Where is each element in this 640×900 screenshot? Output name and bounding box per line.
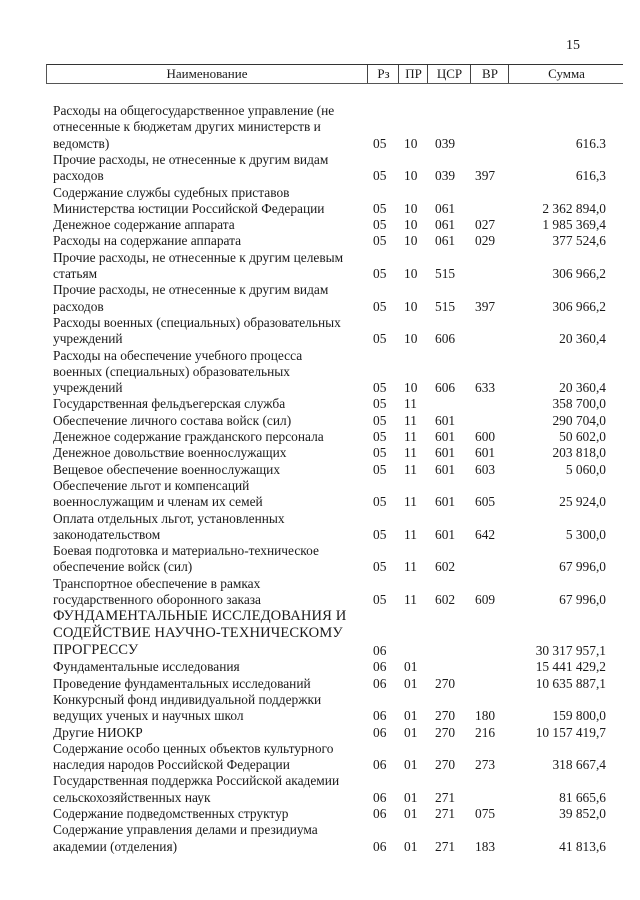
row-name-line: Прочие расходы, не отнесенные к другим видам bbox=[53, 151, 329, 167]
table-row bbox=[0, 233, 640, 249]
row-vr: 075 bbox=[475, 806, 496, 821]
table-row bbox=[0, 576, 640, 609]
row-rz: 05 bbox=[373, 396, 387, 412]
row-rz: 06 bbox=[373, 708, 387, 724]
row-name bbox=[53, 233, 373, 249]
row-sum: 2 362 894,0 bbox=[542, 200, 606, 216]
row-name bbox=[53, 659, 373, 675]
row-name-line: военнослужащим и членам их семей bbox=[53, 494, 263, 510]
row-name-line: Конкурсный фонд индивидуальной поддержки bbox=[53, 691, 322, 707]
row-name bbox=[53, 396, 373, 412]
row-rz: 05 bbox=[373, 331, 387, 347]
row-pr: 10 bbox=[404, 265, 418, 281]
row-name-line: Обеспечение льгот и компенсаций bbox=[53, 477, 250, 493]
row-rz: 06 bbox=[373, 659, 387, 675]
row-rz: 05 bbox=[373, 233, 387, 249]
row-pr: 01 bbox=[404, 838, 418, 854]
table-row bbox=[0, 608, 640, 659]
row-name-line: Боевая подготовка и материально-техническое bbox=[53, 543, 319, 559]
table-row bbox=[0, 315, 640, 348]
row-name-line: академии (отделения) bbox=[53, 838, 178, 854]
column-header-vr: ВР bbox=[470, 65, 509, 83]
row-rz: 05 bbox=[373, 412, 387, 428]
row-csr: 601 bbox=[435, 494, 456, 510]
row-sum: 15 441 429,2 bbox=[535, 659, 606, 675]
table-row bbox=[0, 478, 640, 511]
row-name-line: отнесенные к бюджетам других министерств и bbox=[53, 119, 321, 135]
row-name-line: Расходы на содержание аппарата bbox=[53, 233, 242, 249]
row-name-line: Оплата отдельных льгот, установленных bbox=[53, 510, 285, 526]
row-rz: 05 bbox=[373, 380, 387, 396]
row-name bbox=[53, 478, 373, 511]
row-name bbox=[53, 692, 373, 725]
row-vr: 601 bbox=[475, 445, 496, 461]
row-csr: 270 bbox=[435, 708, 456, 724]
row-pr: 10 bbox=[404, 168, 418, 184]
row-name bbox=[53, 282, 373, 315]
row-name-line: Вещевое обеспечение военнослужащих bbox=[53, 461, 281, 477]
page-number: 15 bbox=[566, 38, 580, 53]
table-row bbox=[0, 462, 640, 478]
row-rz: 06 bbox=[373, 806, 387, 821]
row-name-line: обеспечение войск (сил) bbox=[53, 559, 193, 575]
table-row bbox=[0, 413, 640, 429]
column-header-csr: ЦСР bbox=[427, 65, 471, 83]
row-name bbox=[53, 608, 373, 659]
row-name-line: учреждений bbox=[53, 380, 123, 396]
row-rz: 05 bbox=[373, 135, 387, 151]
row-name bbox=[53, 773, 373, 806]
row-csr: 271 bbox=[435, 838, 456, 854]
row-sum: 377 524,6 bbox=[552, 233, 606, 249]
row-name-line: наследия народов Российской Федерации bbox=[53, 757, 290, 773]
row-name bbox=[53, 250, 373, 283]
row-sum: 41 813,6 bbox=[559, 838, 606, 854]
row-rz: 05 bbox=[373, 461, 387, 477]
row-rz: 05 bbox=[373, 298, 387, 314]
row-name-line: ПРОГРЕССУ bbox=[53, 642, 139, 659]
row-name-line: Прочие расходы, не отнесенные к другим видам bbox=[53, 282, 329, 298]
row-name-line: Фундаментальные исследования bbox=[53, 659, 240, 675]
table-row bbox=[0, 396, 640, 412]
row-csr: 270 bbox=[435, 675, 456, 691]
row-sum: 5 060,0 bbox=[565, 461, 606, 477]
row-rz: 05 bbox=[373, 200, 387, 216]
row-sum: 616.3 bbox=[575, 135, 606, 151]
row-csr: 515 bbox=[435, 298, 456, 314]
row-name-line: Расходы на обеспечение учебного процесса bbox=[53, 347, 303, 363]
row-name-line: сельскохозяйственных наук bbox=[53, 789, 211, 805]
row-rz: 06 bbox=[373, 789, 387, 805]
row-pr: 10 bbox=[404, 135, 418, 151]
row-name-line: Прочие расходы, не отнесенные к другим целевым bbox=[53, 249, 344, 265]
row-rz: 05 bbox=[373, 559, 387, 575]
row-csr: 271 bbox=[435, 789, 456, 805]
row-name bbox=[53, 152, 373, 185]
table-row bbox=[0, 445, 640, 461]
row-pr: 01 bbox=[404, 675, 418, 691]
row-pr: 01 bbox=[404, 789, 418, 805]
row-sum: 159 800,0 bbox=[552, 708, 606, 724]
row-name bbox=[53, 413, 373, 429]
row-name bbox=[53, 462, 373, 478]
row-name bbox=[53, 741, 373, 774]
row-sum: 616,3 bbox=[575, 168, 606, 184]
row-name-line: Транспортное обеспечение в рамках bbox=[53, 575, 261, 591]
row-name bbox=[53, 217, 373, 233]
row-name-line: Проведение фундаментальных исследований bbox=[53, 675, 311, 691]
row-sum: 67 996,0 bbox=[559, 559, 606, 575]
row-sum: 5 300,0 bbox=[565, 526, 606, 542]
row-csr: 602 bbox=[435, 559, 456, 575]
row-pr: 01 bbox=[404, 708, 418, 724]
row-vr: 642 bbox=[475, 526, 496, 542]
row-pr: 11 bbox=[404, 591, 417, 607]
row-sum: 25 924,0 bbox=[559, 494, 606, 510]
row-rz: 06 bbox=[373, 643, 387, 658]
row-rz: 06 bbox=[373, 724, 387, 740]
row-pr: 10 bbox=[404, 331, 418, 347]
row-sum: 20 360,4 bbox=[559, 380, 606, 396]
row-csr: 515 bbox=[435, 265, 456, 281]
table-row bbox=[0, 692, 640, 725]
row-pr: 11 bbox=[404, 429, 417, 444]
row-name-line: Расходы военных (специальных) образовательных bbox=[53, 314, 341, 330]
row-name-line: расходов bbox=[53, 168, 104, 184]
row-pr: 10 bbox=[404, 200, 418, 216]
row-csr: 601 bbox=[435, 445, 456, 461]
row-vr: 633 bbox=[475, 380, 496, 396]
row-pr: 11 bbox=[404, 445, 417, 461]
row-csr: 601 bbox=[435, 461, 456, 477]
row-rz: 06 bbox=[373, 675, 387, 691]
row-name bbox=[53, 822, 373, 855]
row-name bbox=[53, 576, 373, 609]
row-rz: 05 bbox=[373, 526, 387, 542]
row-rz: 05 bbox=[373, 445, 387, 461]
table-row bbox=[0, 822, 640, 855]
table-row bbox=[0, 741, 640, 774]
row-name bbox=[53, 676, 373, 692]
row-pr: 01 bbox=[404, 806, 418, 821]
row-pr: 11 bbox=[404, 494, 417, 510]
table-row bbox=[0, 185, 640, 218]
row-sum: 39 852,0 bbox=[559, 806, 606, 821]
table-row bbox=[0, 511, 640, 544]
row-rz: 06 bbox=[373, 838, 387, 854]
row-sum: 203 818,0 bbox=[552, 445, 606, 461]
row-name bbox=[53, 429, 373, 445]
table-row bbox=[0, 725, 640, 741]
row-name-line: Государственная фельдъегерская служба bbox=[53, 396, 286, 412]
column-header-pr: ПР bbox=[398, 65, 428, 83]
row-sum: 67 996,0 bbox=[559, 591, 606, 607]
row-name-line: военных (специальных) образовательных bbox=[53, 363, 291, 379]
row-vr: 397 bbox=[475, 168, 496, 184]
row-csr: 602 bbox=[435, 591, 456, 607]
table-row bbox=[0, 282, 640, 315]
row-name-line: Обеспечение личного состава войск (сил) bbox=[53, 412, 292, 428]
table-header bbox=[46, 64, 623, 84]
row-sum: 1 985 369,4 bbox=[542, 217, 606, 233]
table-row bbox=[0, 773, 640, 806]
row-name bbox=[53, 348, 373, 397]
row-vr: 605 bbox=[475, 494, 496, 510]
row-vr: 603 bbox=[475, 461, 496, 477]
row-name-line: Расходы на общегосударственное управление (не bbox=[53, 103, 335, 118]
row-sum: 290 704,0 bbox=[552, 412, 606, 428]
row-sum: 306 966,2 bbox=[552, 298, 606, 314]
row-pr: 10 bbox=[404, 217, 418, 233]
row-name-line: государственного оборонного заказа bbox=[53, 591, 262, 607]
table-row bbox=[0, 217, 640, 233]
row-pr: 11 bbox=[404, 412, 417, 428]
table-row bbox=[0, 152, 640, 185]
row-name-line: СОДЕЙСТВИЕ НАУЧНО-ТЕХНИЧЕСКОМУ bbox=[53, 625, 343, 642]
row-sum: 358 700,0 bbox=[552, 396, 606, 412]
row-pr: 10 bbox=[404, 233, 418, 249]
row-name bbox=[53, 511, 373, 544]
table-row bbox=[0, 659, 640, 675]
row-name-line: ФУНДАМЕНТАЛЬНЫЕ ИССЛЕДОВАНИЯ И bbox=[53, 608, 347, 625]
row-name-line: Содержание подведомственных структур bbox=[53, 806, 289, 821]
column-header-sum: Сумма bbox=[508, 65, 624, 83]
row-name-line: Содержание службы судебных приставов bbox=[53, 184, 290, 200]
row-name bbox=[53, 725, 373, 741]
row-sum: 20 360,4 bbox=[559, 331, 606, 347]
row-vr: 180 bbox=[475, 708, 496, 724]
row-vr: 183 bbox=[475, 838, 496, 854]
row-sum: 306 966,2 bbox=[552, 265, 606, 281]
column-header-name: Наименование bbox=[166, 66, 248, 81]
table-row bbox=[0, 676, 640, 692]
row-sum: 10 635 887,1 bbox=[535, 675, 606, 691]
row-sum: 30 317 957,1 bbox=[535, 643, 606, 658]
row-name-line: расходов bbox=[53, 298, 104, 314]
row-pr: 11 bbox=[404, 559, 417, 575]
row-csr: 601 bbox=[435, 412, 456, 428]
table-row bbox=[0, 543, 640, 576]
row-name bbox=[53, 806, 373, 822]
row-pr: 01 bbox=[404, 757, 418, 773]
row-name-line: ведущих ученых и научных школ bbox=[53, 708, 244, 724]
row-rz: 05 bbox=[373, 429, 387, 444]
row-csr: 606 bbox=[435, 331, 456, 347]
row-sum: 10 157 419,7 bbox=[535, 724, 606, 740]
row-csr: 271 bbox=[435, 806, 456, 821]
row-name-line: учреждений bbox=[53, 331, 123, 347]
row-vr: 273 bbox=[475, 757, 496, 773]
row-pr: 01 bbox=[404, 659, 418, 675]
row-name bbox=[53, 315, 373, 348]
table-row bbox=[0, 429, 640, 445]
row-vr: 029 bbox=[475, 233, 496, 249]
row-csr: 061 bbox=[435, 233, 456, 249]
row-csr: 601 bbox=[435, 429, 456, 444]
row-sum: 81 665,6 bbox=[559, 789, 606, 805]
row-name bbox=[53, 185, 373, 218]
row-pr: 11 bbox=[404, 526, 417, 542]
row-rz: 06 bbox=[373, 757, 387, 773]
row-name-line: Денежное довольствие военнослужащих bbox=[53, 445, 287, 461]
row-csr: 061 bbox=[435, 200, 456, 216]
row-rz: 05 bbox=[373, 591, 387, 607]
row-name bbox=[53, 445, 373, 461]
row-vr: 609 bbox=[475, 591, 496, 607]
row-sum: 318 667,4 bbox=[552, 757, 606, 773]
row-name bbox=[53, 103, 373, 152]
row-vr: 027 bbox=[475, 217, 496, 233]
row-name-line: Денежное содержание аппарата bbox=[53, 217, 235, 233]
table-row bbox=[0, 806, 640, 822]
row-csr: 039 bbox=[435, 168, 456, 184]
row-name-line: Содержание управления делами и президиума bbox=[53, 822, 318, 838]
column-header-rz: Рз bbox=[367, 65, 399, 83]
row-name-line: Государственная поддержка Российской академии bbox=[53, 773, 340, 789]
row-pr: 11 bbox=[404, 461, 417, 477]
row-csr: 606 bbox=[435, 380, 456, 396]
row-name-line: Другие НИОКР bbox=[53, 724, 143, 740]
row-sum: 50 602,0 bbox=[559, 429, 606, 444]
row-pr: 01 bbox=[404, 724, 418, 740]
row-pr: 10 bbox=[404, 298, 418, 314]
row-name-line: статьям bbox=[53, 265, 98, 281]
row-pr: 11 bbox=[404, 396, 417, 412]
row-rz: 05 bbox=[373, 494, 387, 510]
row-name-line: Содержание особо ценных объектов культурного bbox=[53, 740, 334, 756]
row-csr: 061 bbox=[435, 217, 456, 233]
row-vr: 216 bbox=[475, 724, 496, 740]
row-vr: 397 bbox=[475, 298, 496, 314]
table-row bbox=[0, 348, 640, 397]
row-name-line: законодательством bbox=[53, 526, 161, 542]
row-name-line: ведомств) bbox=[53, 135, 110, 151]
row-rz: 05 bbox=[373, 168, 387, 184]
row-csr: 270 bbox=[435, 724, 456, 740]
row-name-line: Денежное содержание гражданского персонала bbox=[53, 429, 324, 444]
row-name bbox=[53, 543, 373, 576]
row-name-line: Министерства юстиции Российской Федерации bbox=[53, 200, 325, 216]
row-csr: 039 bbox=[435, 135, 456, 151]
table-row bbox=[0, 103, 640, 152]
row-csr: 601 bbox=[435, 526, 456, 542]
row-rz: 05 bbox=[373, 265, 387, 281]
table-row bbox=[0, 250, 640, 283]
row-csr: 270 bbox=[435, 757, 456, 773]
row-rz: 05 bbox=[373, 217, 387, 233]
row-vr: 600 bbox=[475, 429, 496, 444]
row-pr: 10 bbox=[404, 380, 418, 396]
